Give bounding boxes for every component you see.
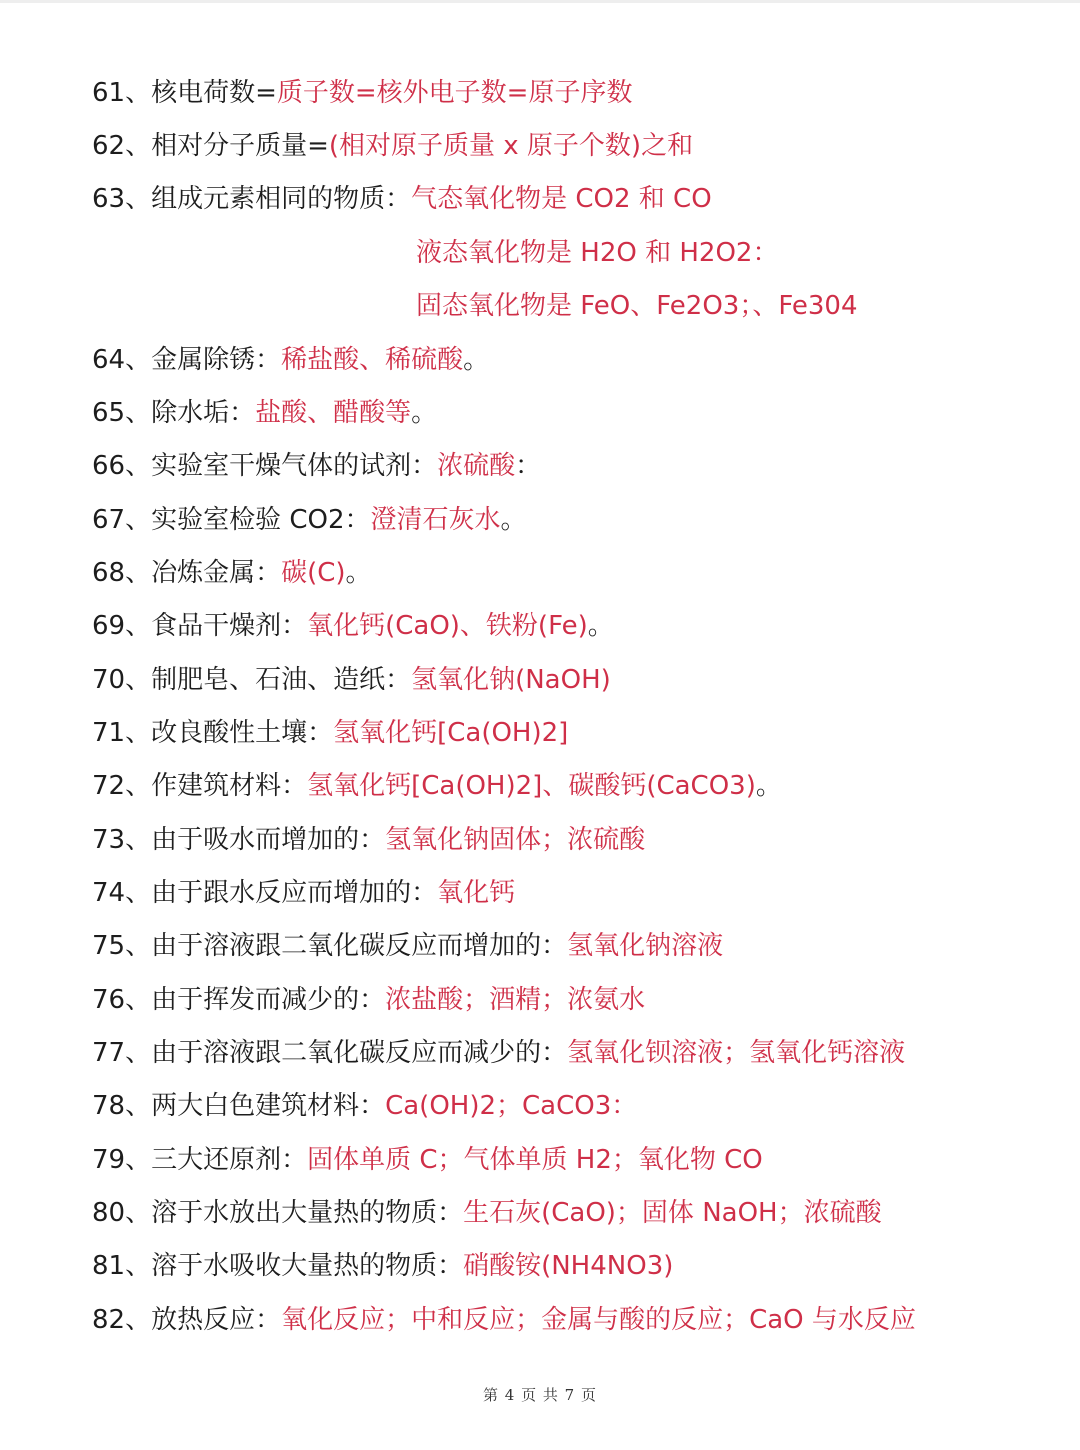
item-answer: 浓盐酸；酒精；浓氨水 [385,985,646,1015]
item-answer: Ca(OH)2；CaCO3： [385,1091,638,1121]
list-item [92,873,515,913]
item-answer: 氢氧化钠(NaOH) [411,665,611,695]
list-item [92,179,712,219]
item-answer: (相对原子质量 x 原子个数)之和 [328,131,694,161]
item-trailing-punct: 。 [500,505,527,535]
item-label: 67、实验室检验 CO2： [92,505,371,535]
item-label: 68、冶炼金属： [92,558,282,588]
list-item-continuation [416,286,858,326]
list-item [92,766,782,806]
item-answer: 硝酸铵(NH4NO3) [463,1251,674,1281]
item-trailing-punct: 。 [411,398,438,428]
item-label: 70、制肥皂、石油、造纸： [92,665,412,695]
item-answer: 碳(C) [281,558,346,588]
item-label: 76、由于挥发而减少的： [92,985,386,1015]
item-label: 72、作建筑材料： [92,771,308,801]
list-item [92,606,614,646]
item-label: 63、组成元素相同的物质： [92,184,412,214]
item-answer: 氢氧化钠固体；浓硫酸 [385,825,646,855]
item-answer: 氧化钙 [437,878,516,908]
list-item [92,1033,905,1073]
item-label: 69、食品干燥剂： [92,611,308,641]
list-item [92,926,723,966]
item-label: 73、由于吸水而增加的： [92,825,386,855]
list-item [92,1246,673,1286]
item-trailing-punct: ： [515,451,542,481]
item-answer: 浓硫酸 [437,451,516,481]
list-item [92,126,693,166]
list-item [92,500,527,540]
item-label: 77、由于溶液跟二氧化碳反应而减少的： [92,1038,568,1068]
item-trailing-punct: 。 [755,771,782,801]
list-item [92,820,645,860]
list-item [92,446,541,486]
list-item-continuation [416,233,778,273]
page-number-footer: 第 4 页 共 7 页 [483,1386,597,1404]
list-item [92,660,611,700]
item-answer: 生石灰(CaO)；固体 NaOH；浓硫酸 [463,1198,882,1228]
item-answer: 氧化反应；中和反应；金属与酸的反应；CaO 与水反应 [281,1305,916,1335]
item-answer: 稀盐酸、稀硫酸 [281,345,464,375]
list-item [92,553,372,593]
item-answer: 氢氧化钙[Ca(OH)2] [333,718,569,748]
item-label: 71、改良酸性土壤： [92,718,334,748]
item-label: 66、实验室干燥气体的试剂： [92,451,438,481]
item-trailing-punct: 。 [345,558,372,588]
item-label: 61、核电荷数= [92,78,277,108]
item-answer: 氢氧化钡溶液；氢氧化钙溶液 [567,1038,906,1068]
list-item [92,1140,763,1180]
list-item [92,73,632,113]
item-label: 82、放热反应： [92,1305,282,1335]
item-label: 80、溶于水放出大量热的物质： [92,1198,464,1228]
list-item [92,1193,882,1233]
item-label: 65、除水垢： [92,398,256,428]
item-trailing-punct: 。 [463,345,490,375]
item-answer: 液态氧化物是 H2O 和 H2O2： [416,238,779,268]
item-answer: 盐酸、醋酸等 [255,398,412,428]
item-answer: 固态氧化物是 FeO、Fe2O3；、Fe304 [416,291,858,321]
top-divider [0,0,1080,3]
list-item [92,980,645,1020]
item-answer: 质子数=核外电子数=原子序数 [276,78,633,108]
item-answer: 固体单质 C；气体单质 H2；氧化物 CO [307,1145,763,1175]
list-item [92,713,568,753]
item-label: 78、两大白色建筑材料： [92,1091,386,1121]
item-label: 81、溶于水吸收大量热的物质： [92,1251,464,1281]
item-label: 64、金属除锈： [92,345,282,375]
list-item [92,1300,916,1340]
item-label: 75、由于溶液跟二氧化碳反应而增加的： [92,931,568,961]
item-label: 62、相对分子质量= [92,131,329,161]
item-trailing-punct: 。 [587,611,614,641]
item-answer: 气态氧化物是 CO2 和 CO [411,184,712,214]
item-answer: 氧化钙(CaO)、铁粉(Fe) [307,611,588,641]
item-answer: 氢氧化钠溶液 [567,931,724,961]
list-item [92,1086,637,1126]
item-label: 79、三大还原剂： [92,1145,308,1175]
item-label: 74、由于跟水反应而增加的： [92,878,438,908]
list-item [92,393,437,433]
item-answer: 氢氧化钙[Ca(OH)2]、碳酸钙(CaCO3) [307,771,756,801]
item-answer: 澄清石灰水 [370,505,501,535]
list-item [92,340,489,380]
